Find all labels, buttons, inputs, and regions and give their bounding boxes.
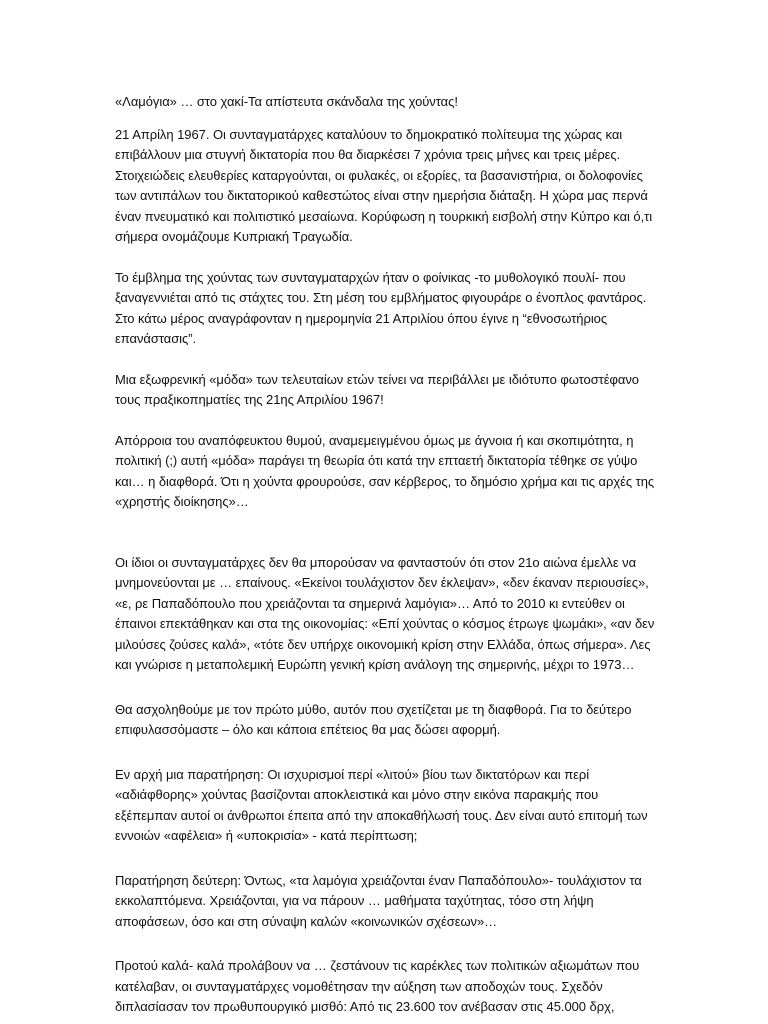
paragraph-praises: Οι ίδιοι οι συνταγματάρχες δεν θα μπορούσαν να φανταστούν ότι στον 21ο αιώνα έμελλε να μνημονεύονται με … επαίνους. «Εκείνοι τουλάχιστον δεν έκλεψαν», «δεν έκαναν περιουσίες», «ε, ρε Παπαδόπουλο που χρειάζονται τα σημερινά λαμόγια»… Από το 2010 κι εντεύθεν οι έπαινοι επεκτάθηκαν και στα της οικονομίας: «Επί χούντας ο κόσμος έτρωγε ψωμάκι», «αν δεν μιλούσες ζούσες καλά», «τότε δεν υπήρχε οικονομική κρίση στην Ελλάδα, όπως σήμερα». Λες και γνώρισε η μεταπολεμική Ευρώπη γενική κρίση ανάλογη της σημερινής, μέχρι το 1973… [115, 554, 655, 672]
document-title: «Λαμόγια» … στο χακί-Τα απίστευτα σκάνδαλα της χούντας! [115, 94, 458, 109]
paragraph-first-observation: Εν αρχή μια παρατήρηση: Οι ισχυρισμοί περί «λιτού» βίου των δικτατόρων και περί «αδιάφθορης» χούντας βασίζονται αποκλειστικά και μόνο στην εικόνα παρακμής που εξέπεμπαν αυτοί οι άνθρωποι έπειτα από την αποκαθήλωσή τους. Δεν είναι αυτό επιτομή των εννοιών «αφέλεια» ή «υποκρισία» - κατά περίπτωση; [115, 766, 648, 843]
paragraph-salaries: Προτού καλά- καλά προλάβουν να … ζεστάνουν τις καρέκλες των πολιτικών αξιωμάτων που κατέλαβαν, οι συνταγματάρχες νομοθέτησαν την αύξηση των αποδοχών τους. Σχεδόν διπλασίασαν τον πρωθυπουργικό μισθό: Από τις 23.600 τον ανέβασαν στις 45.000 δρχ, [115, 958, 640, 1014]
paragraph-corruption-theory: Απόρροια του αναπόφευκτου θυμού, αναμεμειγμένου όμως με άγνοια ή και σκοπιμότητα, η πολιτική (;) αυτή «μόδα» παράγει τη θεωρία ότι κατά την επταετή δικτατορία τέθηκε σε γύψο και… η διαφθορά. Ότι η χούντα φρουρούσε, σαν κέρβερος, το δημόσιο χρήμα και τις αρχές της «χρηστής διοίκησης»… [115, 432, 655, 509]
paragraph-second-observation: Παρατήρηση δεύτερη: Όντως, «τα λαμόγια χρειάζονται έναν Παπαδόπουλο»- τουλάχιστον τα εκκολαπτόμενα. Χρειάζονται, για να πάρουν … μαθήματα ταχύτητας, τόσο στη λήψη αποφάσεων, όσο και στη σύναψη καλών «κοινωνικών σχέσεων»… [115, 872, 642, 929]
paragraph-first-myth: Θα ασχοληθούμε με τον πρώτο μύθο, αυτόν που σχετίζεται με τη διαφθορά. Για το δεύτερο επιφυλασσόμαστε – όλο και κάποια επέτειος θα μας δώσει αφορμή. [115, 701, 632, 737]
document-page [115, 92, 660, 1018]
paragraph-fashion: Μια εξωφρενική «μόδα» των τελευταίων ετών τείνει να περιβάλλει με ιδιότυπο φωτοστέφανο τους πραξικοπηματίες της 21ης Απριλίου 1967! [115, 371, 639, 407]
paragraph-emblem: Το έμβλημα της χούντας των συνταγματαρχών ήταν ο φοίνικας -το μυθολογικό πουλί- που ξαναγεννιέται από τις στάχτες του. Στη μέση του εμβλήματος φιγουράρε ο ένοπλος φαντάρος. Στο κάτω μέρος αναγράφονταν η ημερομηνία 21 Απριλίου όπου έγινε η “εθνοσωτήριος επανάστασις”. [115, 269, 647, 346]
paragraph-coup-date: 21 Απρίλη 1967. Οι συνταγματάρχες καταλύουν το δημοκρατικό πολίτευμα της χώρας και επιβάλλουν μια στυγνή δικτατορία που θα διαρκέσει 7 χρόνια τρεις μήνες και τρεις μέρες. Στοιχειώδεις ελευθερίες καταργούνται, οι φυλακές, οι εξορίες, τα βασανιστήρια, οι δολοφονίες των αντιπάλων του δικτατορικού καθεστώτος είναι στην ημερήσια διάταξη. Η χώρα μας περνά έναν πνευματικό και πολιτιστικό μεσαίωνα. Κορύφωση η τουρκική εισβολή στην Κύπρο και ό,τι σήμερα ονομάζουμε Κυπριακή Τραγωδία. [115, 126, 653, 244]
